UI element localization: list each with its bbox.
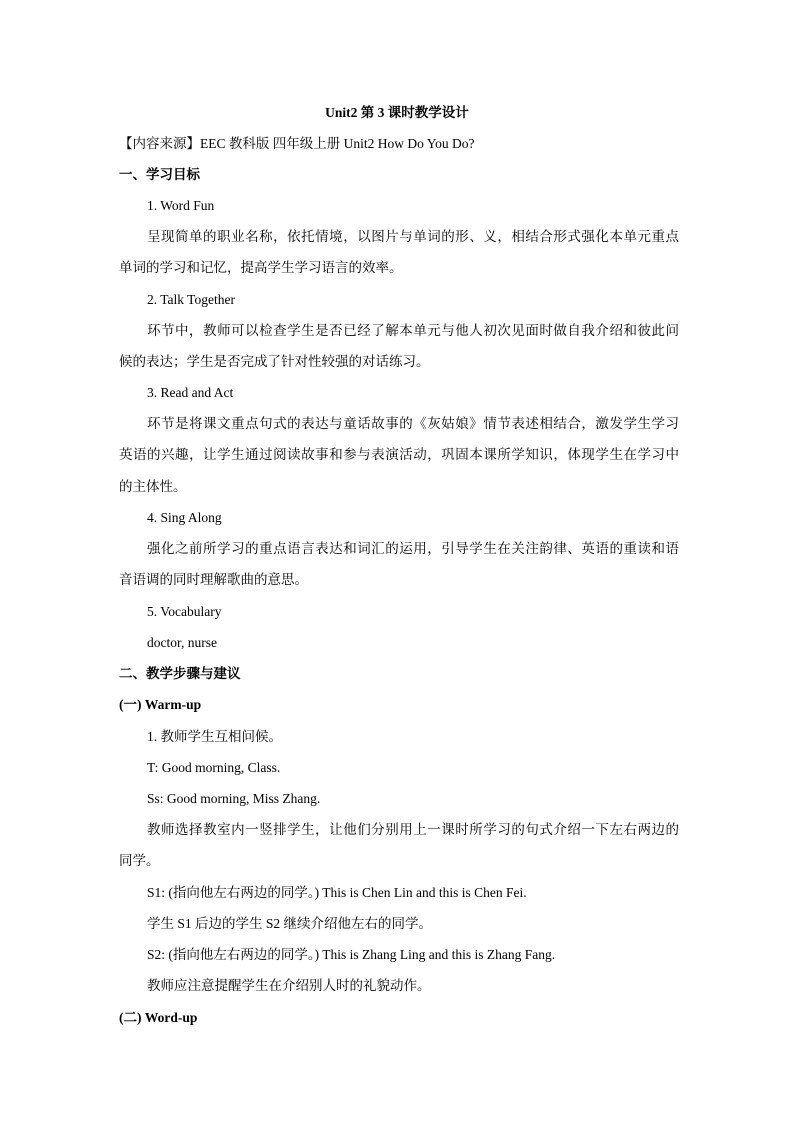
- warmup-line: 1. 教师学生互相问候。: [147, 729, 282, 744]
- warmup-line: 同学。: [119, 853, 160, 868]
- objective-text-line: 强化之前所学习的重点语言表达和词汇的运用，引导学生在关注韵律、英语的重读和语: [147, 541, 679, 556]
- warmup-line: 学生 S1 后边的学生 S2 继续介绍他左右的同学。: [147, 916, 433, 931]
- section-heading-objectives: 一、学习目标: [119, 167, 200, 182]
- objective-label-sing-along: 4. Sing Along: [147, 510, 222, 525]
- objective-text-line: 单词的学习和记忆，提高学生学习语言的效率。: [119, 260, 403, 275]
- section-heading-steps: 二、教学步骤与建议: [119, 666, 241, 681]
- objective-text-line: 环节中，教师可以检查学生是否已经了解本单元与他人初次见面时做自我介绍和彼此问: [147, 323, 679, 338]
- content-source: 【内容来源】EEC 教科版 四年级上册 Unit2 How Do You Do?: [119, 136, 475, 151]
- objective-label-talk-together: 2. Talk Together: [147, 292, 235, 307]
- objective-text-line: 英语的兴趣，让学生通过阅读故事和参与表演活动，巩固本课所学知识，体现学生在学习中: [119, 447, 679, 462]
- subsection-heading-wordup: (二) Word-up: [119, 1010, 198, 1025]
- warmup-line: 教师选择教室内一竖排学生，让他们分别用上一课时所学习的句式介绍一下左右两边的: [147, 822, 679, 837]
- subsection-heading-warmup: (一) Warm-up: [119, 697, 202, 712]
- warmup-line: S2: (指向他左右两边的同学。) This is Zhang Ling and this is Zhang Fang.: [147, 947, 556, 962]
- objective-text-line: 环节是将课文重点句式的表达与童话故事的《灰姑娘》情节表述相结合，激发学生学习: [147, 416, 679, 431]
- warmup-line: Ss: Good morning, Miss Zhang.: [147, 791, 321, 806]
- objective-label-word-fun: 1. Word Fun: [147, 198, 215, 213]
- objective-label-read-and-act: 3. Read and Act: [147, 385, 234, 400]
- page-title: Unit2 第 3 课时教学设计: [325, 105, 469, 120]
- objective-text-line: 的主体性。: [119, 479, 187, 494]
- warmup-line: T: Good morning, Class.: [147, 760, 281, 775]
- objective-label-vocabulary: 5. Vocabulary: [147, 604, 222, 619]
- objective-text-line: 音语调的同时理解歌曲的意思。: [119, 572, 308, 587]
- warmup-line: S1: (指向他左右两边的同学。) This is Chen Lin and this is Chen Fei.: [147, 885, 527, 900]
- warmup-line: 教师应注意提醒学生在介绍别人时的礼貌动作。: [147, 978, 431, 993]
- objective-text-line: 候的表达；学生是否完成了针对性较强的对话练习。: [119, 354, 430, 369]
- objective-text-line: 呈现简单的职业名称，依托情境，以图片与单词的形、义，相结合形式强化本单元重点: [147, 229, 679, 244]
- vocabulary-words: doctor, nurse: [147, 635, 217, 650]
